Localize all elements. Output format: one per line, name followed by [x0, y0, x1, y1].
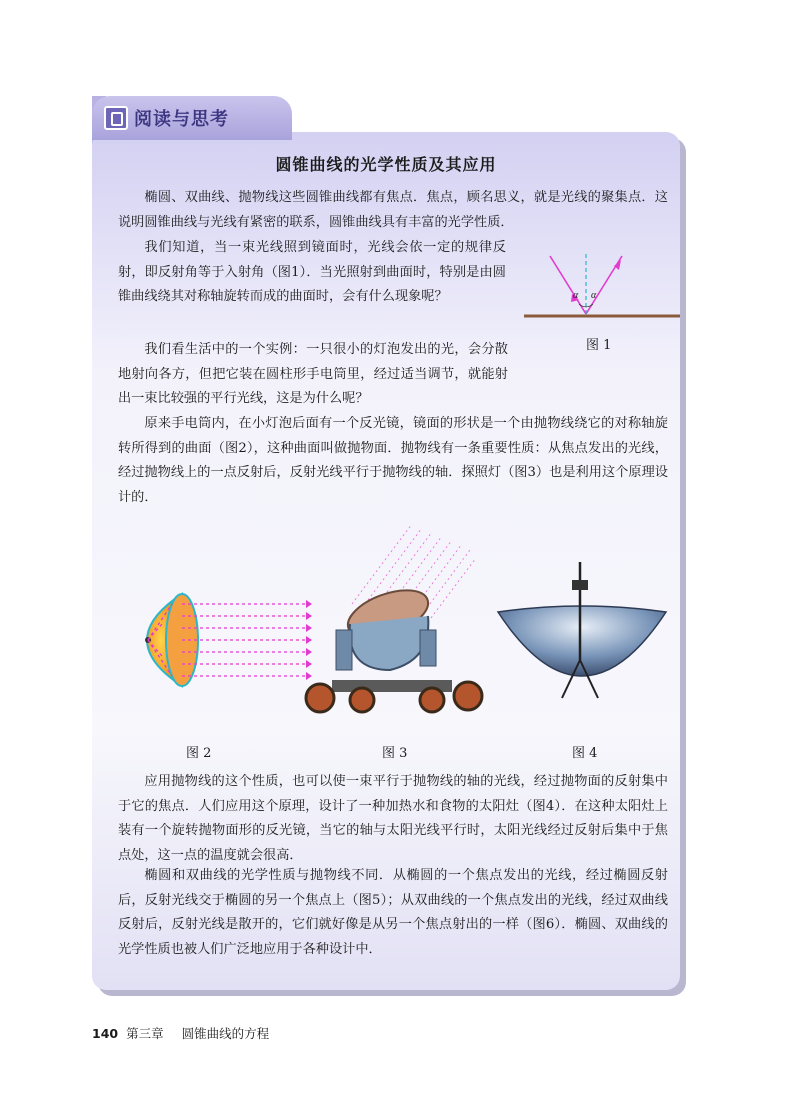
wheel-4 — [454, 682, 482, 710]
paragraph-2: 我们知道，当一束光线照到镜面时，光线会依一定的规律反射，即反射角等于入射角（图1）．当光照射到曲面时，特别是由圆锥曲线绕其对称轴旋转而成的曲面时，会有什么现象呢？ — [118, 240, 506, 305]
wheel-1 — [306, 684, 334, 712]
paragraph-3: 我们看生活中的一个实例：一只很小的灯泡发出的光，会分散地射向各方，但把它装在圆柱形手电筒里，经过适当调节，就能射出一束比较强的平行光线，这是为什么呢？ — [118, 342, 508, 407]
paragraph-block-4 — [118, 412, 668, 510]
page-footer — [92, 1024, 269, 1042]
paragraph-6: 椭圆和双曲线的光学性质与抛物线不同．从椭圆的一个焦点发出的光线，经过椭圆反射后，反射光线交于椭圆的另一个焦点上（图5）；从双曲线的一个焦点发出的光线，经过双曲线反射后，反射光线是散开的，它们就好像是从另一个焦点射出的一样（图6）．椭圆、双曲线的光学性质也被人们广泛地应用于各种设计中． — [118, 868, 668, 957]
side-bracket-left — [336, 630, 352, 670]
section-tab — [92, 96, 292, 140]
section-title: 阅读与思考 — [134, 109, 229, 130]
figure-4-solar-cooker — [492, 560, 672, 700]
page-number: 140 — [92, 1026, 119, 1041]
book-icon — [104, 106, 128, 130]
figure-3-searchlight — [292, 520, 492, 720]
chapter-label: 第三章 — [126, 1026, 164, 1041]
angle-label-right: α — [591, 290, 597, 301]
article-title: 圆锥曲线的光学性质及其应用 — [275, 155, 497, 174]
paragraph-block-6 — [118, 864, 668, 962]
figure-2-caption: 图 2 — [186, 746, 212, 761]
figure-3-caption: 图 3 — [382, 746, 408, 761]
paragraph-block-5 — [118, 770, 668, 868]
searchlight-body — [350, 616, 429, 670]
chapter-title: 圆锥曲线的方程 — [181, 1026, 270, 1041]
figure-4-caption: 图 4 — [572, 746, 598, 761]
wheel-3 — [420, 688, 444, 712]
paragraph-block-2 — [118, 236, 506, 310]
figure-1-reflection-diagram — [522, 248, 682, 332]
wheel-2 — [350, 688, 374, 712]
paragraph-1: 椭圆、双曲线、抛物线这些圆锥曲线都有焦点．焦点，顾名思义，就是光线的聚集点．这说明圆锥曲线与光线有紧密的联系，圆锥曲线具有丰富的光学性质． — [118, 190, 668, 230]
figure-2-paraboloid — [112, 590, 312, 690]
angle-label-left: α — [573, 290, 579, 301]
paragraph-4: 原来手电筒内，在小灯泡后面有一个反光镜，镜面的形状是一个由抛物线绕它的对称轴旋转所得到的曲面（图2），这种曲面叫做抛物面．抛物线有一条重要性质：从焦点发出的光线，经过抛物线上的一点反射后，反射光线平行于抛物线的轴．探照灯（图3）也是利用这个原理设计的． — [118, 416, 668, 505]
paragraph-block-1 — [118, 186, 668, 235]
side-bracket-right — [420, 630, 436, 666]
paragraph-block-3 — [118, 338, 668, 412]
cooking-pot — [572, 580, 588, 590]
paragraph-5: 应用抛物线的这个性质，也可以使一束平行于抛物线的轴的光线，经过抛物面的反射集中于它的焦点．人们应用这个原理，设计了一种加热水和食物的太阳灶（图4）．在这种太阳灶上装有一个旋转抛物面形的反光镜，当它的轴与太阳光线平行时，太阳光线经过反射后集中于焦点处，这一点的温度就会很高． — [118, 774, 668, 863]
figure-1-caption: 图 1 — [586, 338, 612, 353]
